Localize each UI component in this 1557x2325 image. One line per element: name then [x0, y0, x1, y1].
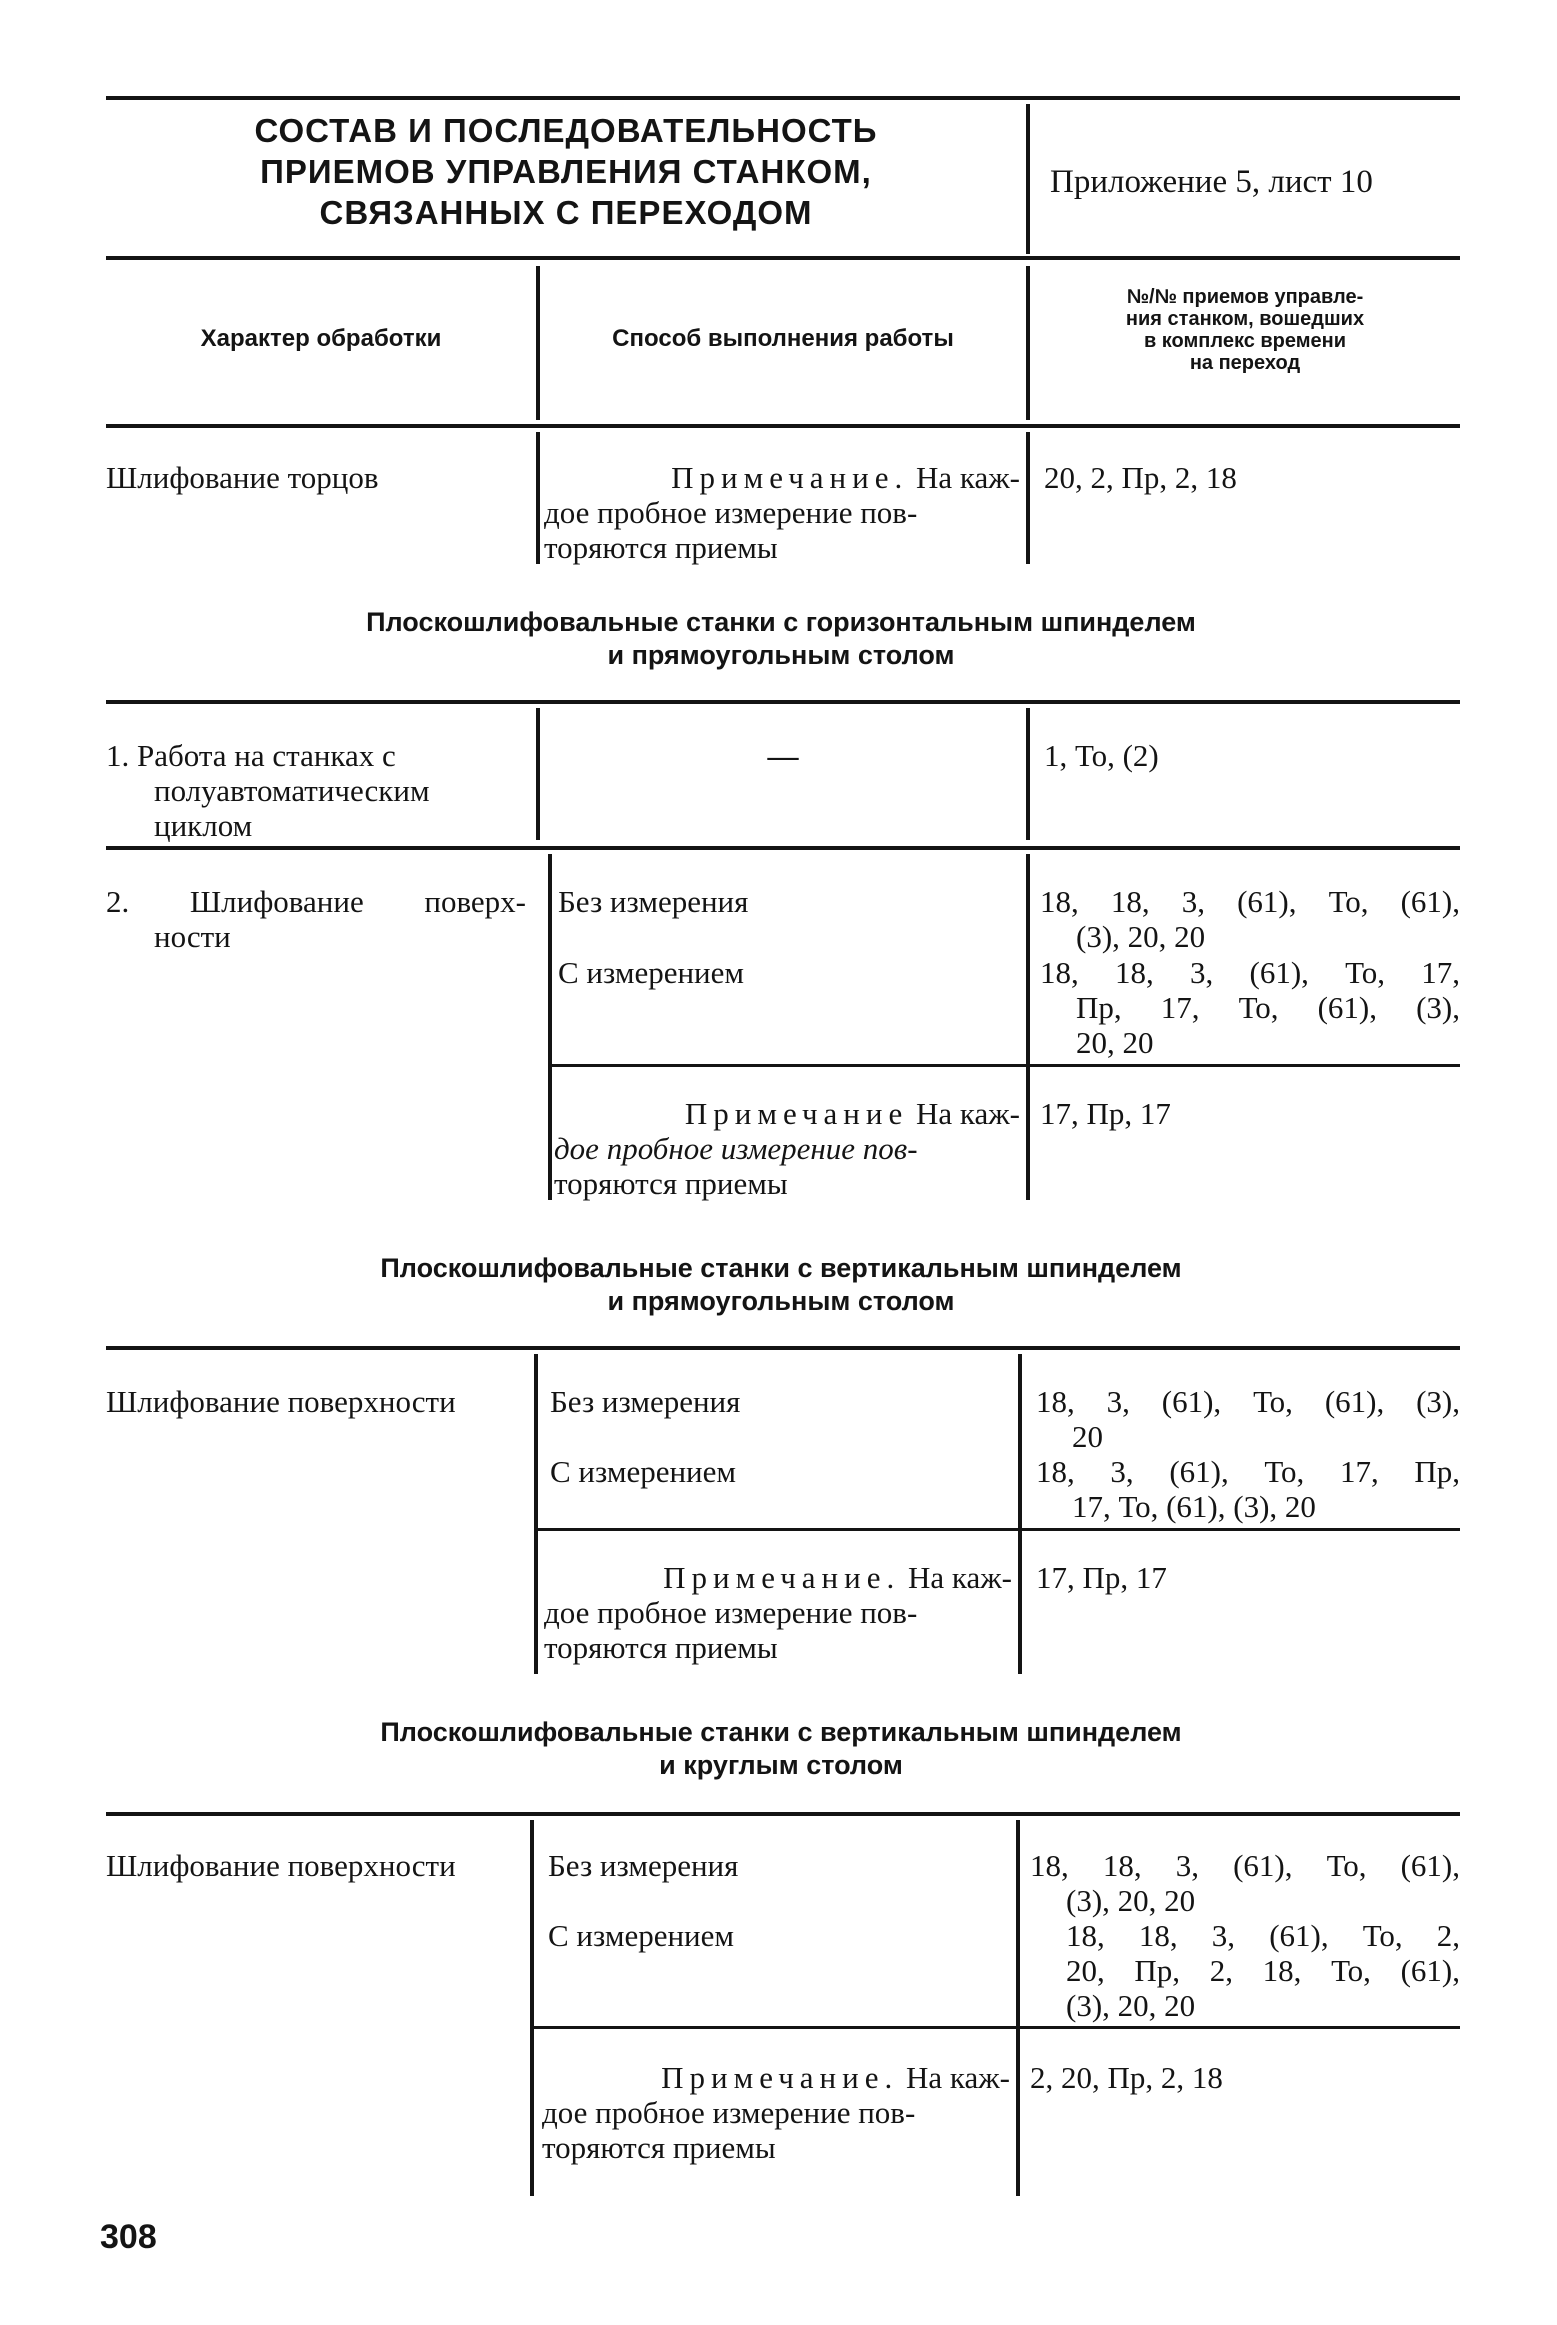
header-divider [1026, 104, 1030, 254]
codes: 18, 3, (61), То, (61), (3), 20 [1036, 1384, 1460, 1454]
codes: 2, 20, Пр, 2, 18 [1030, 2060, 1223, 2095]
column-divider [548, 854, 552, 1200]
work-type: Шлифование торцов [106, 460, 379, 495]
title-line: СВЯЗАННЫХ С ПЕРЕХОДОМ [319, 194, 813, 231]
section-heading: Плоскошлифовальные станки с вертикальным шпинделем и круглым столом [380, 1717, 1182, 1780]
column-divider [530, 1820, 534, 2196]
column-divider [1026, 854, 1030, 1200]
work-type: Шлифование поверхности [106, 1848, 456, 1883]
note: Примечание На каж- дое пробное измерение пов- торяются приемы [554, 1096, 1020, 1201]
codes: 18, 18, 3, (61), То, 2, 20, Пр, 2, 18, То, (61), (3), 20, 20 [1066, 1918, 1460, 2023]
page-title [106, 110, 1026, 233]
section-rule [106, 1812, 1460, 1816]
method: С измерением [548, 1918, 735, 1953]
method: Без измерения [558, 884, 749, 919]
work-type: Шлифование поверхности [106, 1384, 456, 1419]
column-heading-character: Характер обработки [200, 325, 442, 352]
method: Без измерения [550, 1384, 741, 1419]
codes: 20, 2, Пр, 2, 18 [1044, 460, 1237, 495]
column-divider [536, 708, 540, 840]
column-divider [1016, 1820, 1020, 2196]
column-heading-method: Способ выполнения работы [612, 325, 954, 352]
sheet-label: Приложение 5, лист 10 [1050, 164, 1373, 200]
codes: 18, 3, (61), То, 17, Пр, 17, То, (61), (3), 20 [1036, 1454, 1460, 1524]
codes: 1, То, (2) [1044, 738, 1159, 773]
codes: 17, Пр, 17 [1040, 1096, 1171, 1131]
page-number: 308 [100, 2218, 157, 2256]
subrow-rule [530, 2026, 1460, 2029]
row-rule [106, 846, 1460, 850]
work-type: 2. Шлифование поверх- ности [106, 884, 526, 954]
section-rule [106, 1346, 1460, 1350]
top-rule [106, 96, 1460, 100]
note: Примечание. На каж- дое пробное измерение пов- торяются приемы [544, 1560, 1012, 1665]
header-rule [106, 256, 1460, 260]
column-divider [1026, 432, 1030, 564]
column-heading-rule [106, 424, 1460, 428]
codes: 18, 18, 3, (61), То, (61), (3), 20, 20 [1030, 1848, 1460, 1918]
title-line: СОСТАВ И ПОСЛЕДОВАТЕЛЬНОСТЬ [254, 112, 878, 149]
codes: 18, 18, 3, (61), То, 17, Пр, 17, То, (61), (3), 20, 20 [1040, 955, 1460, 1060]
codes: 17, Пр, 17 [1036, 1560, 1167, 1595]
codes: 18, 18, 3, (61), То, (61), (3), 20, 20 [1040, 884, 1460, 954]
note: Примечание. На каж- дое пробное измерение пов- торяются приемы [542, 2060, 1010, 2165]
section-rule [106, 700, 1460, 704]
method: С измерением [550, 1454, 737, 1489]
subrow-rule [534, 1528, 1460, 1531]
section-heading: Плоскошлифовальные станки с горизонтальным шпинделем и прямоугольным столом [366, 607, 1196, 670]
column-divider [1026, 708, 1030, 840]
section-heading: Плоскошлифовальные станки с вертикальным шпинделем и прямоугольным столом [380, 1253, 1182, 1316]
method: Без измерения [548, 1848, 739, 1883]
column-divider [1018, 1354, 1022, 1674]
work-type: 1. Работа на станках с полуавтоматическим циклом [106, 738, 430, 843]
column-divider [534, 1354, 538, 1674]
column-divider [536, 432, 540, 564]
method: С измерением [558, 955, 745, 990]
note: Примечание. На каж- дое пробное измерение пов- торяются приемы [544, 460, 1020, 565]
subrow-rule [548, 1064, 1460, 1067]
title-line: ПРИЕМОВ УПРАВЛЕНИЯ СТАНКОМ, [260, 153, 872, 190]
method: — [767, 738, 799, 773]
column-heading-codes: №/№ приемов управле- ния станком, вошедших в комплекс времени на переход [1125, 286, 1365, 374]
